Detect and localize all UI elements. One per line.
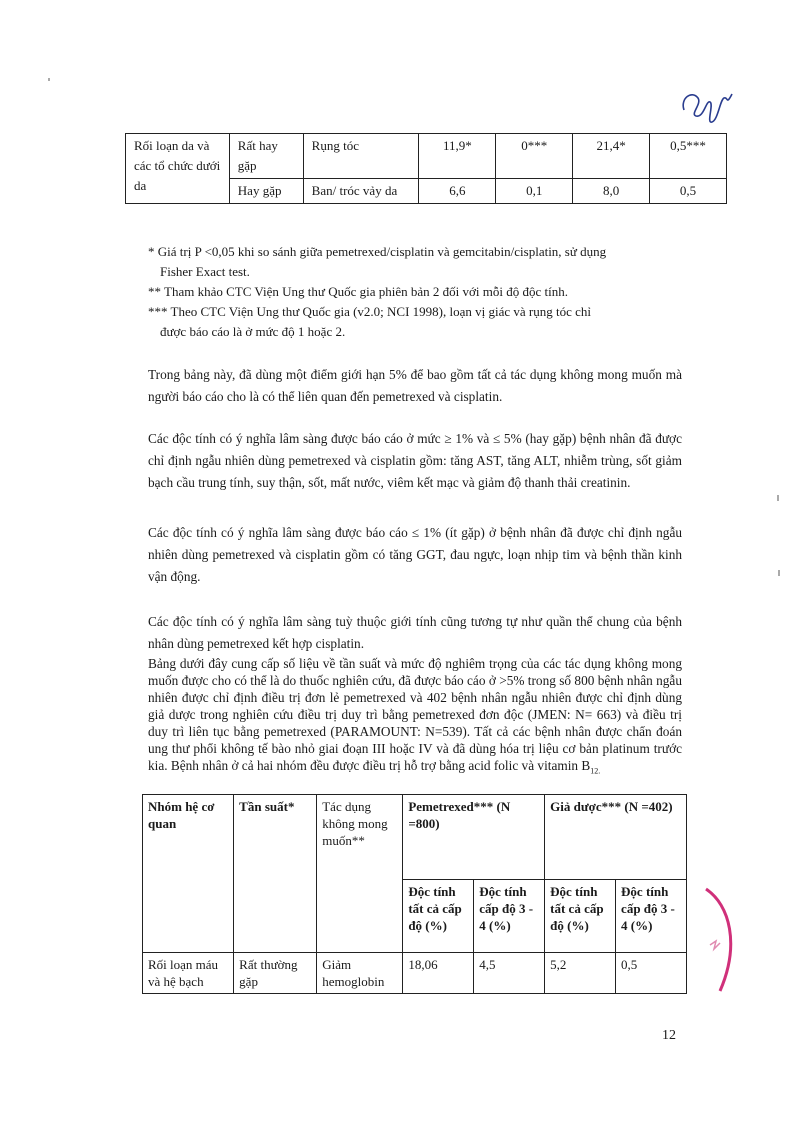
table-cell: 0,1 (496, 179, 573, 204)
header-cell: Tác dụng không mong muốn** (317, 795, 403, 953)
table-cell: Rụng tóc (303, 134, 419, 179)
table-cell: 5,2 (545, 953, 616, 994)
table-cell: Rất thường gặp (234, 953, 317, 994)
header-cell: Độc tính tất cả cấp độ (%) (545, 880, 616, 953)
paragraph: Trong bảng này, đã dùng một điểm giới hạn 5% để bao gồm tất cả tác dụng không mong muốn mà người báo cáo cho là có thể liên quan đến pemetrexed và cisplatin. (148, 367, 682, 404)
header-cell: Tần suất* (234, 795, 317, 953)
footnote-1: * Giá trị P <0,05 khi so sánh giữa pemetrexed/cisplatin và gemcitabin/cisplatin, sử dụng (148, 244, 607, 259)
table-cell: Hay gặp (229, 179, 303, 204)
paragraph: Các độc tính có ý nghĩa lâm sàng được báo cáo ≤ 1% (ít gặp) ở bệnh nhân đã được chỉ định ngẫu nhiên dùng pemetrexed và cisplatin gồm có tăng GGT, đau ngực, loạn nhịp tim và bệnh thần kinh vận động. (148, 525, 682, 584)
scan-mark (48, 78, 50, 81)
table-cell: Rối loạn máu và hệ bạch (143, 953, 234, 994)
footnote-3-cont: được báo cáo là ở mức độ 1 hoặc 2. (160, 324, 346, 339)
table-cell: 21,4* (573, 134, 650, 179)
header-cell: Độc tính cấp độ 3 - 4 (%) (616, 880, 687, 953)
paragraph (148, 655, 682, 780)
table-cell: 4,5 (474, 953, 545, 994)
table-cell: 11,9* (419, 134, 496, 179)
header-cell: Giả dược*** (N =402) (545, 795, 687, 880)
table-cell: 0,5 (616, 953, 687, 994)
table-cell: 8,0 (573, 179, 650, 204)
footnote-1-cont: Fisher Exact test. (160, 264, 250, 279)
header-cell: Nhóm hệ cơ quan (143, 795, 234, 953)
table-cell: Ban/ tróc vảy da (303, 179, 419, 204)
page-number: 12 (662, 1028, 676, 1043)
adverse-effects-table-continued (125, 133, 727, 204)
paragraph: Các độc tính có ý nghĩa lâm sàng được báo cáo ở mức ≥ 1% và ≤ 5% (hay gặp) bệnh nhân đã được chỉ định ngẫu nhiên dùng pemetrexed và cisplatin gồm: tăng AST, tăng ALT, nhiễm trùng, sốt giảm bạch cầu trung tính, suy thận, sốt, mất nước, viêm kết mạc và giảm độ thanh thải creatinin. (148, 431, 682, 490)
table-row (143, 953, 687, 994)
table-cell: Rất hay gặp (229, 134, 303, 179)
stamp-mark-icon (700, 885, 740, 995)
paragraph-text: Bảng dưới đây cung cấp số liệu về tần suất và mức độ nghiêm trọng của các tác dụng không mong muốn được cho có thể là do thuốc nghiên cứu, đã được báo cáo ở >5% trong số 800 bệnh nhân ngẫu nhiên được chỉ định điều trị đơn lẻ pemetrexed và 402 bệnh nhân ngẫu nhiên được chỉ định dùng giả dược trong nghiên cứu điều trị duy trì bằng pemetrexed đơn độc (JMEN: N= 663) và điều trị duy trì liên tục bằng pemetrexed (PARAMOUNT: N=539). Tất cả các bệnh nhân được chẩn đoán ung thư phổi không tế bào nhỏ giai đoạn III hoặc IV và đã dùng hóa trị liệu cơ bản platinum trước kia. Bệnh nhân ở cả hai nhóm đều được điều trị hỗ trợ bằng acid folic và vitamin B (148, 656, 682, 773)
paragraph: Các độc tính có ý nghĩa lâm sàng tuỳ thuộc giới tính cũng tương tự như quần thể chung của bệnh nhân dùng pemetrexed kết hợp cisplatin. (148, 614, 682, 651)
footnotes (148, 242, 606, 342)
table-row (126, 134, 727, 179)
table-cell: Giảm hemoglobin (317, 953, 403, 994)
footnote-3: *** Theo CTC Viện Ung thư Quốc gia (v2.0; NCI 1998), loạn vị giác và rụng tóc chỉ (148, 304, 592, 319)
footnote-2: ** Tham khảo CTC Viện Ung thư Quốc gia phiên bản 2 đối với mỗi độ độc tính. (148, 284, 568, 299)
header-cell: Độc tính tất cả cấp độ (%) (403, 880, 474, 953)
scan-mark (778, 570, 780, 576)
signature-icon (676, 80, 736, 130)
header-cell: Độc tính cấp độ 3 - 4 (%) (474, 880, 545, 953)
table-cell: 0*** (496, 134, 573, 179)
table-cell: 0,5 (650, 179, 727, 204)
table-header-row (143, 795, 687, 880)
adverse-effects-table (142, 794, 687, 994)
scan-mark (777, 495, 779, 501)
subscript: 12. (590, 766, 601, 776)
table-cell: 18,06 (403, 953, 474, 994)
table-cell: 6,6 (419, 179, 496, 204)
table-cell: 0,5*** (650, 134, 727, 179)
header-cell: Pemetrexed*** (N =800) (403, 795, 545, 880)
table-cell: Rối loạn da và các tổ chức dưới da (126, 134, 230, 204)
